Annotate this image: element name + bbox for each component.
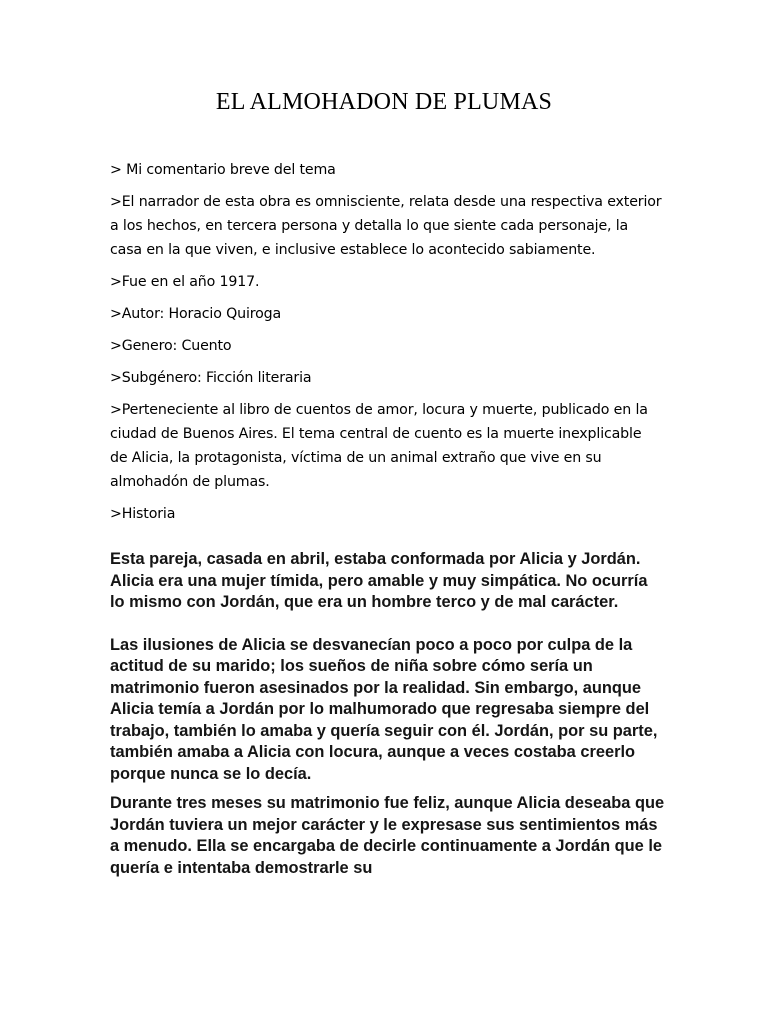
story-paragraph-1: Esta pareja, casada en abril, estaba conformada por Alicia y Jordán. Alicia era una mujer tímida, pero amable y muy simpática. No ocurría lo mismo con Jordán, que era un hombre terco y de mal carácter. (110, 550, 648, 611)
note-history-heading: >Historia (110, 506, 176, 522)
story-paragraph-2: Las ilusiones de Alicia se desvanecían poco a poco por culpa de la actitud de su marido; los sueños de niña sobre cómo sería un matrimonio fueron asesinados por la realidad. Sin embargo, aunque Alicia temía a Jordán por lo malhumorado que regresaba siempre del trabajo, también lo amaba y quería seguir con él. Jordán, por su parte, también amaba a Alicia con locura, aunque a veces costaba creerlo porque nunca se lo decía. (110, 635, 658, 783)
document-title: EL ALMOHADON DE PLUMAS (215, 89, 553, 115)
note-author: >Autor: Horacio Quiroga (110, 306, 282, 322)
note-genre: >Genero: Cuento (110, 338, 232, 354)
note-book-theme: >Perteneciente al libro de cuentos de amor, locura y muerte, publicado en la ciudad de Buenos Aires. El tema central de cuento es la muerte inexplicable de Alicia, la protagonista, víctima de un animal extraño que vive en su almohadón de plumas. (110, 402, 648, 490)
note-year: >Fue en el año 1917. (110, 274, 260, 290)
story-paragraph-3: Durante tres meses su matrimonio fue feliz, aunque Alicia deseaba que Jordán tuviera un mejor carácter y le expresase sus sentimientos más a menudo. Ella se encargaba de decirle continuamente a Jordán que le quería e intentaba demostrarle su (110, 794, 665, 877)
story-section (110, 549, 665, 879)
note-narrator: >El narrador de esta obra es omnisciente, relata desde una respectiva exterior a los hechos, en tercera persona y detalla lo que siente cada personaje, la casa en la que viven, e inclusive establece lo acontecido sabiamente. (110, 194, 662, 258)
notes-section (110, 158, 662, 534)
note-comment-heading: > Mi comentario breve del tema (110, 162, 336, 178)
note-subgenre: >Subgénero: Ficción literaria (110, 370, 312, 386)
